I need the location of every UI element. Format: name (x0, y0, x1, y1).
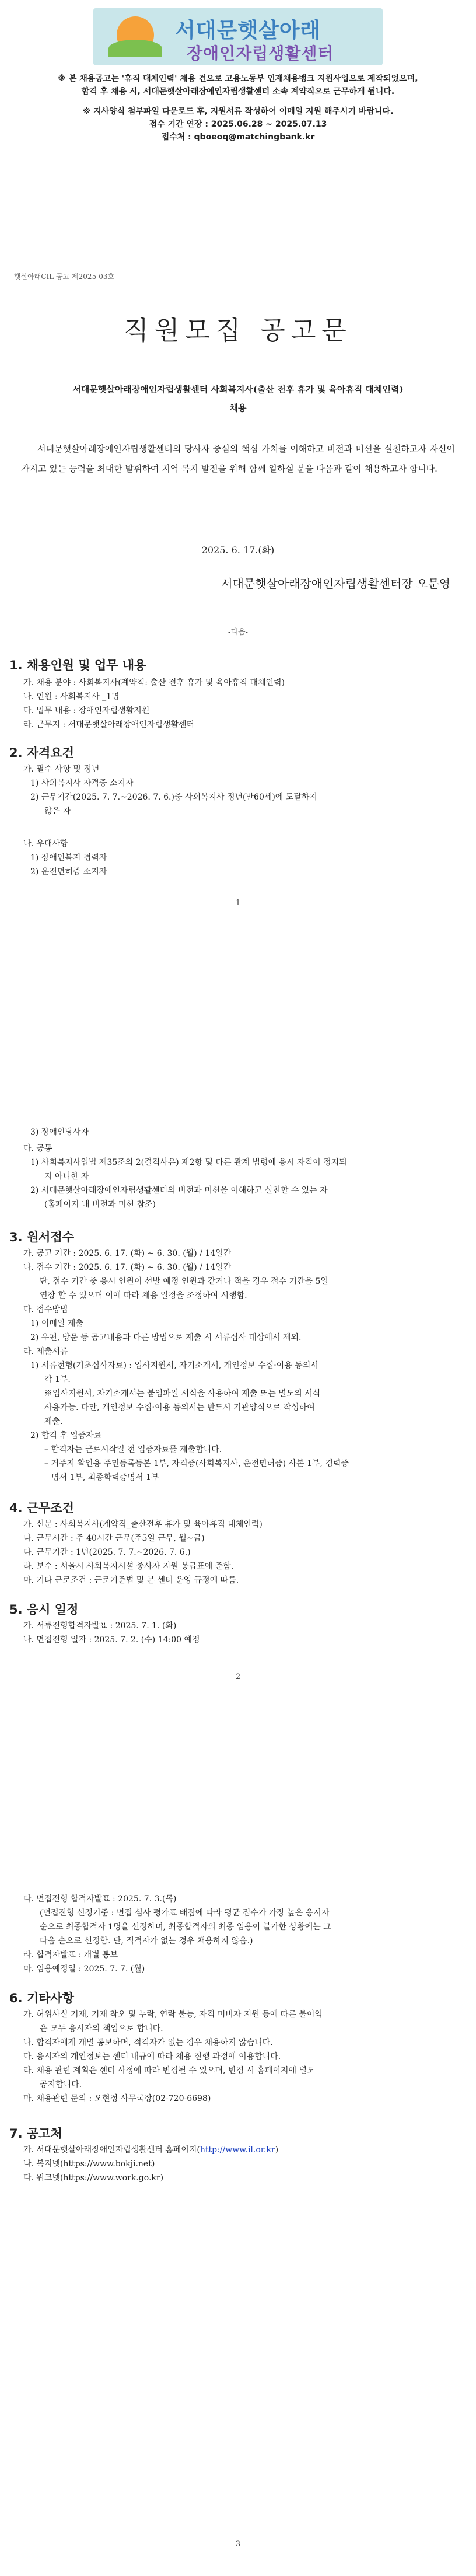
list-item: 나. 인원 : 사회복지사 _1명 (23, 692, 120, 701)
list-item: 가. 필수 사항 및 정년 (23, 765, 100, 774)
next-marker: -다음- (228, 628, 248, 637)
list-item: 2) 서대문햇살아래장애인자립생활센터의 비전과 미션을 이해하고 실천할 수 있는 자 (30, 1186, 328, 1195)
list-item: 2) 합격 후 입증자료 (30, 1431, 102, 1440)
section-5-list (23, 1619, 200, 1647)
list-item: 가. 공고 기간 : 2025. 6. 17. (화) ~ 6. 30. (월) / 14일간 (23, 1249, 232, 1258)
list-item: ※입사지원서, 자기소개서는 붙임파일 서식을 사용하여 제출 또는 별도의 서식 (44, 1389, 321, 1398)
list-item: 은 모두 응시자의 책임으로 합니다. (40, 2024, 163, 2033)
list-item: 마. 채용관련 문의 : 오현정 사무국장(02-720-6698) (23, 2094, 211, 2103)
page-number: - 2 - (230, 1673, 246, 1681)
list-item: 1) 사회복지사 자격증 소지자 (30, 779, 134, 788)
list-item: 다. 접수방법 (23, 1305, 68, 1314)
list-item: 각 1부. (44, 1375, 71, 1384)
list-item: 다음 순으로 선정함. 단, 적격자가 없는 경우 채용하지 않음.) (40, 1936, 253, 1946)
list-item: 마. 임용예정일 : 2025. 7. 7. (월) (23, 1964, 145, 1974)
list-item: 1) 이메일 제출 (30, 1319, 83, 1328)
section-4-list (23, 1517, 262, 1587)
list-item: (면접전형 선정기준 : 면접 심사 평가표 배점에 따라 평균 점수가 가장 높은 응시자 (40, 1908, 330, 1918)
homepage-close: ) (275, 2145, 279, 2155)
list-item: 다. 면접전형 합격자발표 : 2025. 7. 3.(목) (23, 1894, 177, 1904)
list-item: 제출. (44, 1417, 63, 1426)
list-item: 지 아니한 자 (44, 1172, 89, 1181)
logo-line2: 장애인자립생활센터 (187, 44, 334, 63)
application-period: 접수 기간 연장 : 2025.06.28 ~ 2025.07.13 (149, 120, 327, 129)
list-item: 다. 워크넷(https://www.work.go.kr) (23, 2173, 164, 2183)
center-logo (93, 8, 383, 65)
list-item: 마. 기타 근로조건 : 근로기준법 및 본 센터 운영 규정에 따름. (23, 1576, 239, 1585)
list-item: 다. 업무 내용 : 장애인자립생활지원 (23, 706, 150, 715)
homepage-link[interactable]: http://www.il.or.kr (200, 2145, 275, 2155)
section-6-list (23, 2008, 323, 2106)
section-3-heading: 3. 원서접수 (9, 1230, 75, 1244)
list-item: 가. 신분 : 사회복지사(계약직_출산전후 휴가 및 육아휴직 대체인력) (23, 1520, 262, 1529)
intro-paragraph: 서대문햇살아래장애인자립생활센터의 당사자 중심의 핵심 가치를 이해하고 비전과 미션을 실천하고자 자신이 가지고 있는 능력을 최대한 발휘하여 지역 복지 발전을 위해 함께 일하실 분을 다음과 같이 채용하고자 합니다. (21, 444, 455, 474)
list-item: 다. 응시자의 개인정보는 센터 내규에 따라 채용 진행 과정에 이용합니다. (23, 2052, 281, 2061)
list-item: 가. 채용 분야 : 사회복지사(계약직: 출산 전후 휴가 및 육아휴직 대체인력) (23, 678, 285, 687)
list-item: 다. 근무기간 : 1년(2025. 7. 7.~2026. 7. 6.) (23, 1548, 191, 1557)
notice-text-2: 합격 후 채용 시, 서대문햇살아래장애인자립생활센터 소속 계약직으로 근무하게 됩니다. (81, 87, 395, 96)
list-item: 2) 우편, 방문 등 공고내용과 다른 방법으로 제출 시 서류심사 대상에서 제외. (30, 1333, 302, 1342)
list-item: 1) 장애인복지 경력자 (30, 853, 107, 863)
list-item: 1) 서류전형(기초심사자료) : 입사지원서, 자기소개서, 개인정보 수집·이용 동의서 (30, 1361, 318, 1370)
list-item: 단, 접수 기간 중 응시 인원이 선발 예정 인원과 같거나 적을 경우 접수 기간을 5일 (40, 1277, 328, 1286)
subtitle-line1: 서대문햇살아래장애인자립생활센터 사회복지사(출산 전후 휴가 및 육아휴직 대체인력) (72, 384, 404, 395)
list-item: 순으로 최종합격자 1명을 선정하며, 최종합격자의 최종 임용이 불가한 상황에는 그 (40, 1922, 331, 1932)
document-number: 햇살아래CIL 공고 제2025-03호 (14, 273, 115, 281)
list-item: 사용가능. 다만, 개인정보 수집·이용 동의서는 반드시 기관양식으로 작성하여 (44, 1403, 315, 1412)
section-1-list (23, 676, 285, 732)
list-item: 나. 복지넷(https://www.bokji.net) (23, 2159, 155, 2169)
page-title: 직원모집 공고문 (124, 316, 352, 345)
list-item: 라. 합격자발표 : 개별 통보 (23, 1950, 118, 1960)
signer: 서대문햇살아래장애인자립생활센터장 오문영 (221, 577, 450, 591)
list-item: 2) 근무기간(2025. 7. 7.~2026. 7. 6.)중 사회복지사 정년(만60세)에 도달하지 (30, 793, 317, 802)
list-item: 가. 허위사실 기재, 기재 착오 및 누락, 연락 불능, 자격 미비자 지원 등에 따른 불이익 (23, 2010, 323, 2019)
list-item: 1) 사회복지사업법 제35조의 2(결격사유) 제2항 및 다른 관계 법령에 응시 자격이 정지되 (30, 1158, 347, 1167)
list-item: 나. 합격자에게 개별 통보하며, 적격자가 없는 경우 채용하지 않습니다. (23, 2038, 273, 2047)
section-2-list-c (23, 1142, 347, 1212)
list-item: 라. 근무지 : 서대문햇살아래장애인자립생활센터 (23, 720, 194, 729)
list-item: 가. 서류전형합격자발표 : 2025. 7. 1. (화) (23, 1621, 177, 1631)
section-2-list-a (23, 762, 317, 818)
list-item: 2) 운전면허증 소지자 (30, 867, 107, 877)
section-2-list-b (23, 837, 107, 879)
section-3-list (23, 1247, 349, 1485)
section-5-list-cont (23, 1892, 331, 1976)
homepage-label: 가. 서대문햇살아래장애인자립생활센터 홈페이지( (23, 2145, 200, 2155)
section-1-heading: 1. 채용인원 및 업무 내용 (9, 658, 146, 672)
page-number: - 1 - (230, 899, 246, 907)
list-item: 라. 채용 관련 계획은 센터 사정에 따라 변경될 수 있으며, 변경 시 홈페이지에 별도 (23, 2066, 315, 2075)
section-2-list-b-cont (30, 1125, 89, 1139)
page-number: - 3 - (230, 2540, 246, 2549)
logo-line1: 서대문햇살아래 (175, 19, 321, 43)
list-item: 나. 근무시간 : 주 40시간 근무(주5일 근무, 월~금) (23, 1534, 205, 1543)
section-7-list (23, 2143, 278, 2185)
list-item: 공지합니다. (40, 2080, 82, 2089)
section-5-heading: 5. 응시 일정 (9, 1603, 79, 1617)
section-6-heading: 6. 기타사항 (9, 1991, 75, 2005)
section-7-heading: 7. 공고처 (9, 2127, 62, 2141)
list-item: 나. 면접전형 일자 : 2025. 7. 2. (수) 14:00 예정 (23, 1635, 200, 1645)
sun-logo-icon (117, 16, 154, 54)
list-item: (홈페이지 내 비전과 미션 참조) (44, 1200, 156, 1209)
list-item: 3) 장애인당사자 (30, 1128, 89, 1137)
notice-text-3: ※ 지사양식 첨부파일 다운로드 후, 지원서류 작성하여 이메일 지원 해주시기 바랍니다. (82, 107, 394, 116)
list-item: 연장 할 수 있으며 이에 따라 채용 일정을 조정하여 시행함. (40, 1291, 247, 1300)
application-email: 접수처 : qboeoq@matchingbank.kr (161, 132, 315, 142)
list-item: 라. 보수 : 서울시 사회복지시설 종사자 지원 봉급표에 준함. (23, 1562, 234, 1571)
list-item: 않은 자 (44, 807, 71, 816)
list-item: 라. 제출서류 (23, 1347, 68, 1356)
subtitle-line2: 채용 (229, 403, 247, 413)
list-item: 나. 접수 기간 : 2025. 6. 17. (화) ~ 6. 30. (월) / 14일간 (23, 1263, 232, 1272)
list-item: 다. 공통 (23, 1144, 52, 1153)
list-item: 명서 1부, 최종학력증명서 1부 (51, 1473, 159, 1482)
notice-text-1: ※ 본 채용공고는 '휴직 대체인력' 채용 건으로 고용노동부 인재채용뱅크 지원사업으로 제작되었으며, (58, 74, 418, 83)
section-4-heading: 4. 근무조건 (9, 1501, 75, 1515)
list-item (23, 2143, 278, 2157)
list-item: – 거주지 확인용 주민등록등본 1부, 자격증(사회복지사, 운전면허증) 사본 1부, 경력증 (44, 1459, 349, 1468)
section-2-heading: 2. 자격요건 (9, 746, 75, 760)
list-item: – 합격자는 근로시작일 전 입증자료를 제출합니다. (44, 1445, 222, 1454)
list-item: 나. 우대사항 (23, 839, 68, 849)
announcement-date: 2025. 6. 17.(화) (201, 544, 275, 556)
